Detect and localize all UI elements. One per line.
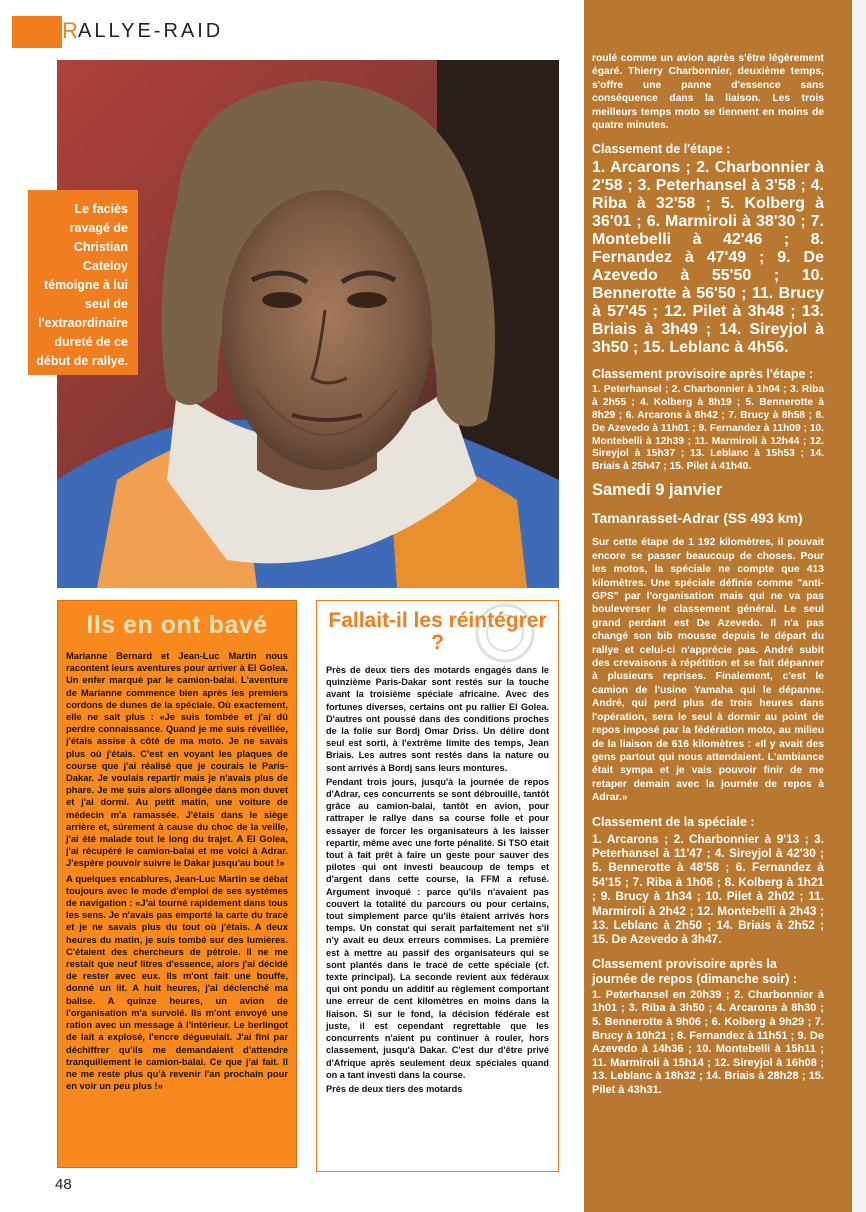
sidebar-paragraph: Près de deux tiers des motards engagés dans le quinzième Paris-Dakar sont restés sur la touche avant la troisième spéciale africaine. Avec des fortunes diverses, certains ont pu rallier El Golea. D'autres ont poussé dans des conditions proches de la folie sur Bordj Omar Driss. Un délire dont seul est sorti, à l'extrême limite des temps, Jean Briais. Les autres sont restés dans la nature ou sont arrivés à Bordj sans leurs montures. bbox=[326, 665, 549, 773]
day-text: Sur cette étape de 1 192 kilomètres, il pouvait encore se passer beaucoup de choses. Pour les motos, la spéciale ne compte que 413 kilomètres. Une spéciale définie comme "anti-GPS" par l'organisation mais qui ne va pas bouleverser le classement général. Le seul grand perdant est De Azevedo. Il n'a pas changé son bib mousse depuis le départ du rallye et celui-ci n'apprécie pas. André subit des crevaisons à répétition et se fait dépanner à plusieurs reprises. Finalement, c'est le camion de l'usine Yamaha qui le dépanne. André, qui perd plus de trois heures dans l'opération, sera le seul à dormir au point de repos imposé par la fédération moto, au milieu de la liaison de 616 kilomètres : «Il y avait des gens partout qui nous attendaient. L'ambiance était sympa et je vais pouvoir finir de me retaper demain avec la journée de repos à Adrar.» bbox=[592, 537, 824, 804]
section-header-tab bbox=[12, 16, 62, 48]
section-header-initial: R bbox=[62, 18, 81, 43]
classement-repos-list: 1. Peterhansel en 20h39 ; 2. Charbonnier à 1h01 ; 3. Riba à 3h50 ; 4. Arcarons à 8h30 ; 5. Bennerotte à 9h06 ; 6. Kolberg à 9h29 ; 7. Brucy à 10h21 ; 8. Fernandez à 11h51 ; 9. De Azevedo à 14h36 ; 10. Montebelli à 15h11 ; 11. Marmiroli à 15h14 ; 12. Sireyjol à 16h08 ; 13. Leblanc à 18h32 ; 14. Briais à 28h28 ; 15. Pilet à 43h31. bbox=[592, 988, 824, 1096]
route-heading: Tamanrasset-Adrar (SS 493 km) bbox=[592, 510, 803, 527]
sidebar-paragraph: A quelques encablures, Jean-Luc Martin se débat toujours avec le mode d'emploi de ses systèmes de navigation : «J'ai tourné rapidement dans tous les sens. Je n'avais pas emporté la carte du tracé et je ne savais plus du tout où j'étais. A deux heures du matin, je suis tombé sur des lumières. C'étaient des chercheurs de pétrole. Il ne me restait que neuf litres d'essence, alors j'ai décidé de rester avec eux. Ils m'ont fait une bouffe, donné un lit. A huit heures, j'ai déclenché ma balise. A quinze heures, un avion de l'organisation m'a survolé. Ils m'ont envoyé une ration avec un message à l'intérieur. Le berlingot de lait a explosé, l'encre dégueulait. J'ai fini par déchiffrer qu'ils me demandaient d'attendre tranquillement le camion-balai. Ce que j'ai fait. Il ne me reste plus qu'à revenir l'an prochain pour en voir un peu plus !» bbox=[66, 872, 288, 1092]
classement-etape-heading: Classement de l'étape : bbox=[592, 142, 731, 157]
classement-speciale-list: 1. Arcarons ; 2. Charbonnier à 9'13 ; 3. Peterhansel à 11'47 ; 4. Sireyjol à 42'30 ; 5. Bennerotte à 48'58 ; 6. Fernandez à 54'15 ; 7. Riba à 1h06 ; 8. Kolberg à 1h21 ; 9. Brucy à 1h34 ; 10. Pilet à 2h02 ; 11. Marmiroli à 2h42 ; 12. Montebelli à 2h43 ; 13. Leblanc à 2h50 ; 14. Briais à 2h52 ; 15. De Azevedo à 3h47. bbox=[592, 831, 824, 947]
article-intro: roulé comme un avion après s'être légèrement égaré. Thierry Charbonnier, deuxième temps, s'offre une panne d'essence sans conséquence dans la liaison. Les trois meilleurs temps moto se tiennent en moins de quatre minutes. bbox=[592, 53, 824, 132]
page-edge bbox=[852, 0, 866, 1212]
sidebar-title: Ils en ont bavé bbox=[86, 611, 268, 639]
sidebar-body bbox=[66, 650, 288, 1092]
classement-speciale-heading: Classement de la spéciale : bbox=[592, 814, 755, 829]
sidebar-ils-en-ont-bave bbox=[57, 600, 297, 1168]
sidebar-fallait-il-les-reintegrer bbox=[316, 600, 559, 1172]
page-number: 48 bbox=[55, 1176, 72, 1193]
section-header-title: ALLYE-RAID bbox=[78, 20, 224, 42]
classement-repos-heading: Classement provisoire après la journée de repos (dimanche soir) : bbox=[592, 956, 797, 986]
classement-provisoire-heading: Classement provisoire après l'étape : bbox=[592, 367, 814, 382]
sidebar-body bbox=[326, 664, 549, 1095]
sidebar-title: Fallait-il les réintégrer ? bbox=[328, 609, 547, 654]
sidebar-paragraph: Pendant trois jours, jusqu'à la journée de repos d'Adrar, ces concurrents se sont débrouillé, tantôt grâce au camion-balai, tantôt en avion, pour rattraper le rallye dans sa course folle et pour essayer de forcer les organisateurs à les laisser repartir, même avec une forte pénalité. Si TSO était tout à fait prêt à faire un geste pour sauver des pilotes qui ont investi beaucoup de temps et d'argent dans cette course, la FFM a refusé. Argument invoqué : parce qu'ils n'avaient pas couvert la totalité du parcours ou pour certains, tout simplement parce qu'ils étaient arrivés hors temps. Un constat qui serait parfaitement net s'il n'y avait eu deux erreurs commises. La première est à mettre au passif des organisateurs qui se sont plantés dans le tracé de cette spéciale (cf. texte principal). La seconde revient aux fédéraux qui ont pondu un additif au règlement comportant une erreur de cent kilomètres en moins dans la liaison. Si sur le fond, la décision fédérale est juste, il est cependant regrettable que les concurrents n'aient pu continuer à rouler, hors classement, jusqu'à Dakar. C'est dur d'être privé d'Afrique après seulement deux spéciales quand on a tant investi dans la course. bbox=[326, 776, 549, 1080]
classement-provisoire-list: 1. Peterhansel ; 2. Charbonnier à 1h04 ; 3. Riba à 2h55 ; 4. Kolberg à 8h19 ; 5. Bennerotte à 8h29 ; 6. Arcarons à 8h42 ; 7. Brucy à 8h58 ; 8. De Azevedo à 11h01 ; 9. Fernandez à 11h09 ; 10. Montebelli à 12h39 ; 11. Marmiroli à 12h44 ; 12. Sireyjol à 15h37 ; 13. Leblanc à 15h53 ; 14. Briais à 25h47 ; 15. Pilet à 41h40. bbox=[592, 384, 824, 473]
sidebar-paragraph: Marianne Bernard et Jean-Luc Martin nous racontent leurs aventures pour arriver à El Golea. Un enfer marqué par le camion-balai. L'aventure de Marianne commence bien après les premiers cordons de dunes de la spéciale. Où exactement, elle ne sait plus : «Je suis tombée et j'ai dû perdre connaissance. Quand je me suis réveillée, j'étais assise à côté de ma moto. Je ne savais plus où j'étais. C'est en voyant les plaques de course que j'ai réalisé que je courais le Paris-Dakar. Je voulais repartir mais je n'avais plus de phare. Je me suis alors allongée dans mon duvet et j'ai dormi. Au petit matin, une voiture de médecin m'a ramassée. J'étais dans le siège arrière et, sûrement à cause du choc de la veille, j'ai été malade tout le long du trajet. A El Golea, j'ai récupéré le camion-balai et me voici à Adrar. J'espère pouvoir suivre le Dakar jusqu'au bout !» bbox=[66, 650, 288, 869]
results-column bbox=[592, 52, 824, 1108]
photo-caption: Le faciès ravagé de Christian Cateloy témoigne à lui seul de l'extraordinaire dureté de ce début de rallye. bbox=[28, 190, 138, 375]
watermark-logo-icon bbox=[470, 598, 540, 668]
classement-etape-list: 1. Arcarons ; 2. Charbonnier à 2'58 ; 3. Peterhansel à 3'58 ; 4. Riba à 32'58 ; 5. Kolberg à 36'01 ; 6. Marmiroli à 38'30 ; 7. Montebelli à 42'46 ; 8. Fernandez à 47'49 ; 9. De Azevedo à 55'50 ; 10. Bennerotte à 56'50 ; 11. Brucy à 57'45 ; 12. Pilet à 3h48 ; 13. Briais à 3h49 ; 14. Sireyjol à 3h50 ; 15. Leblanc à 4h56. bbox=[592, 159, 824, 357]
day-heading: Samedi 9 janvier bbox=[592, 481, 723, 500]
sidebar-paragraph: Près de deux tiers des motards bbox=[326, 1083, 463, 1094]
